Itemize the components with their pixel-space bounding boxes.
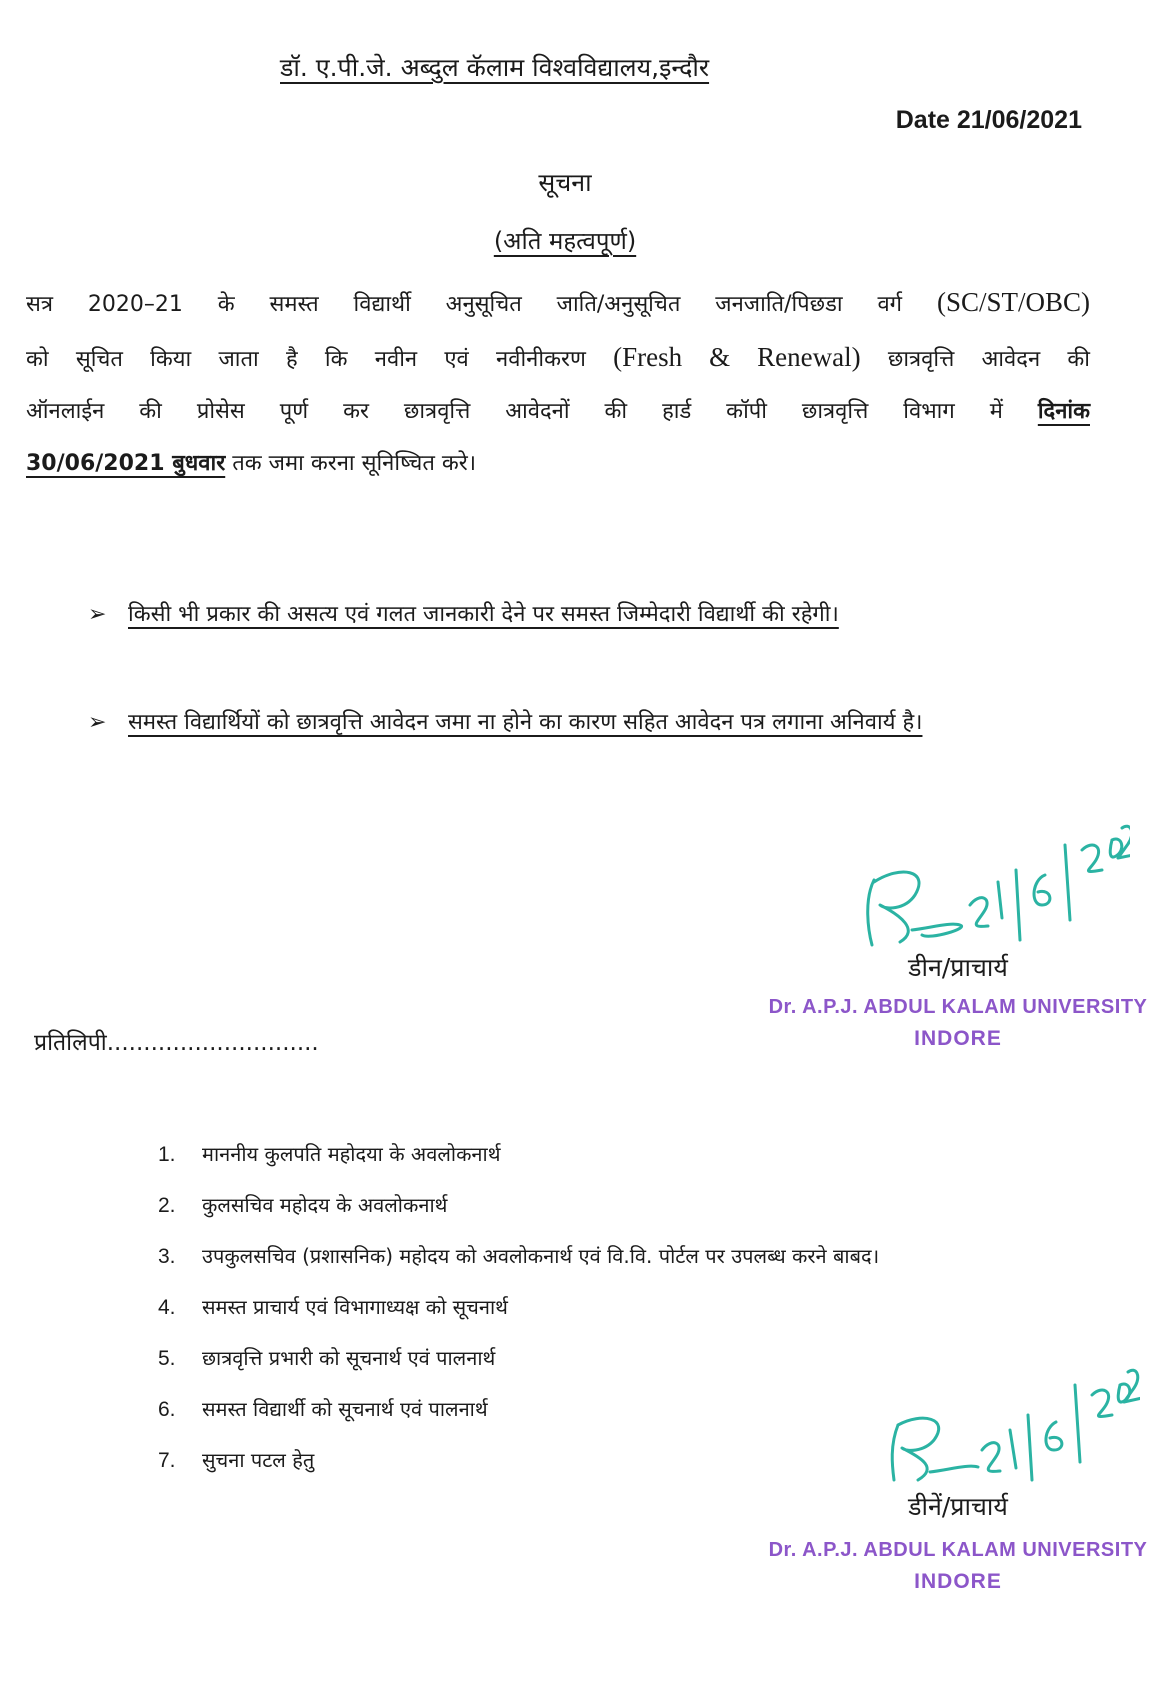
university-title: डॉ. ए.पी.जे. अब्दुल कॅलाम विश्वविद्यालय,इन्दौर [280,53,710,82]
list-item [158,1191,879,1242]
bullet-text: किसी भी प्रकार की असत्य एवं गलत जानकारी देने पर समस्त जिम्मेदारी विद्यार्थी की रहेगी। [128,602,839,627]
deadline-label: दिनांक [1037,399,1090,424]
handwritten-signature-1 [860,810,1130,960]
item-number: 6. [158,1398,176,1421]
arrow-bullet-icon: ➢ [88,710,107,735]
item-text: कुलसचिव महोदय के अवलोकनार्थ [202,1193,448,1217]
item-number: 7. [158,1449,176,1472]
stamp-city: INDORE [914,1570,1002,1593]
body-text: सत्र 2020–21 के समस्त विद्यार्थी अनुसूचित जाति/अनुसूचित जनजाति/पिछडा वर्ग [26,292,903,317]
deadline-date: 30/06/2021 बुधवार [26,451,226,476]
item-number: 4. [158,1296,176,1319]
body-line-4 [26,438,1090,490]
bullet-item-1 [88,588,1088,642]
bullet-text: समस्त विद्यार्थियों को छात्रवृत्ति आवेदन जमा ना होने का कारण सहित आवेदन पत्र लगाना अनिवार्य है। [128,710,923,735]
category-codes: (SC/ST/OBC) [936,287,1090,317]
item-text: छात्रवृत्ति प्रभारी को सूचनार्थ एवं पालनार्थ [202,1346,496,1370]
fresh-renewal-text: (Fresh & Renewal) [613,342,861,372]
item-number: 1. [158,1143,176,1166]
notice-date: Date 21/06/2021 [895,106,1082,134]
copy-to-list [158,1140,879,1497]
item-text: समस्त विद्यार्थी को सूचनार्थ एवं पालनार्थ [202,1397,488,1421]
body-text: तक जमा करना सूनिष्चित करे। [232,451,477,476]
item-text: माननीय कुलपति महोदया के अवलोकनार्थ [202,1142,501,1166]
signatory-title: डीन/प्राचार्य [908,953,1008,982]
arrow-bullet-icon: ➢ [88,602,107,627]
body-text: छात्रवृत्ति आवेदन की [887,347,1090,372]
list-item [158,1242,879,1293]
handwritten-signature-2 [870,1340,1140,1490]
signature-block-1 [748,950,1168,1051]
list-item [158,1293,879,1344]
body-line-3 [26,386,1090,438]
stamp-university-name: Dr. A.P.J. ABDUL KALAM UNIVERSITY [768,1539,1148,1561]
notice-subheading-text: (अति महत्वपूर्ण) [493,227,637,255]
signature-block-2 [748,1489,1168,1594]
notice-body [26,276,1090,490]
item-number: 3. [158,1245,176,1268]
item-number: 2. [158,1194,176,1217]
signatory-title: डीनें/प्राचार्य [908,1492,1008,1521]
notice-subheading [0,224,1130,257]
item-number: 5. [158,1347,176,1370]
bullet-item-2 [88,696,1088,750]
body-line-2 [26,331,1090,386]
item-text: उपकुलसचिव (प्रशासनिक) महोदय को अवलोकनार्थ एवं वि.वि. पोर्टल पर उपलब्ध करने बाबद। [202,1244,880,1268]
notice-heading: सूचना [538,168,592,197]
list-item [158,1395,879,1446]
body-text: को सूचित किया जाता है कि नवीन एवं नवीनीकरण [26,347,586,372]
body-text: ऑनलाईन की प्रोसेस पूर्ण कर छात्रवृत्ति आवेदनों की हार्ड कॉपी छात्रवृत्ति विभाग में [26,399,1003,424]
list-item [158,1140,879,1191]
stamp-university-name: Dr. A.P.J. ABDUL KALAM UNIVERSITY [768,996,1148,1018]
item-text: सुचना पटल हेतु [202,1448,315,1472]
body-line-1 [26,276,1090,331]
copy-to-label: प्रतिलिपी............................. [34,1030,319,1056]
stamp-city: INDORE [914,1027,1002,1050]
item-text: समस्त प्राचार्य एवं विभागाध्यक्ष को सूचनार्थ [202,1295,508,1319]
list-item [158,1344,879,1395]
